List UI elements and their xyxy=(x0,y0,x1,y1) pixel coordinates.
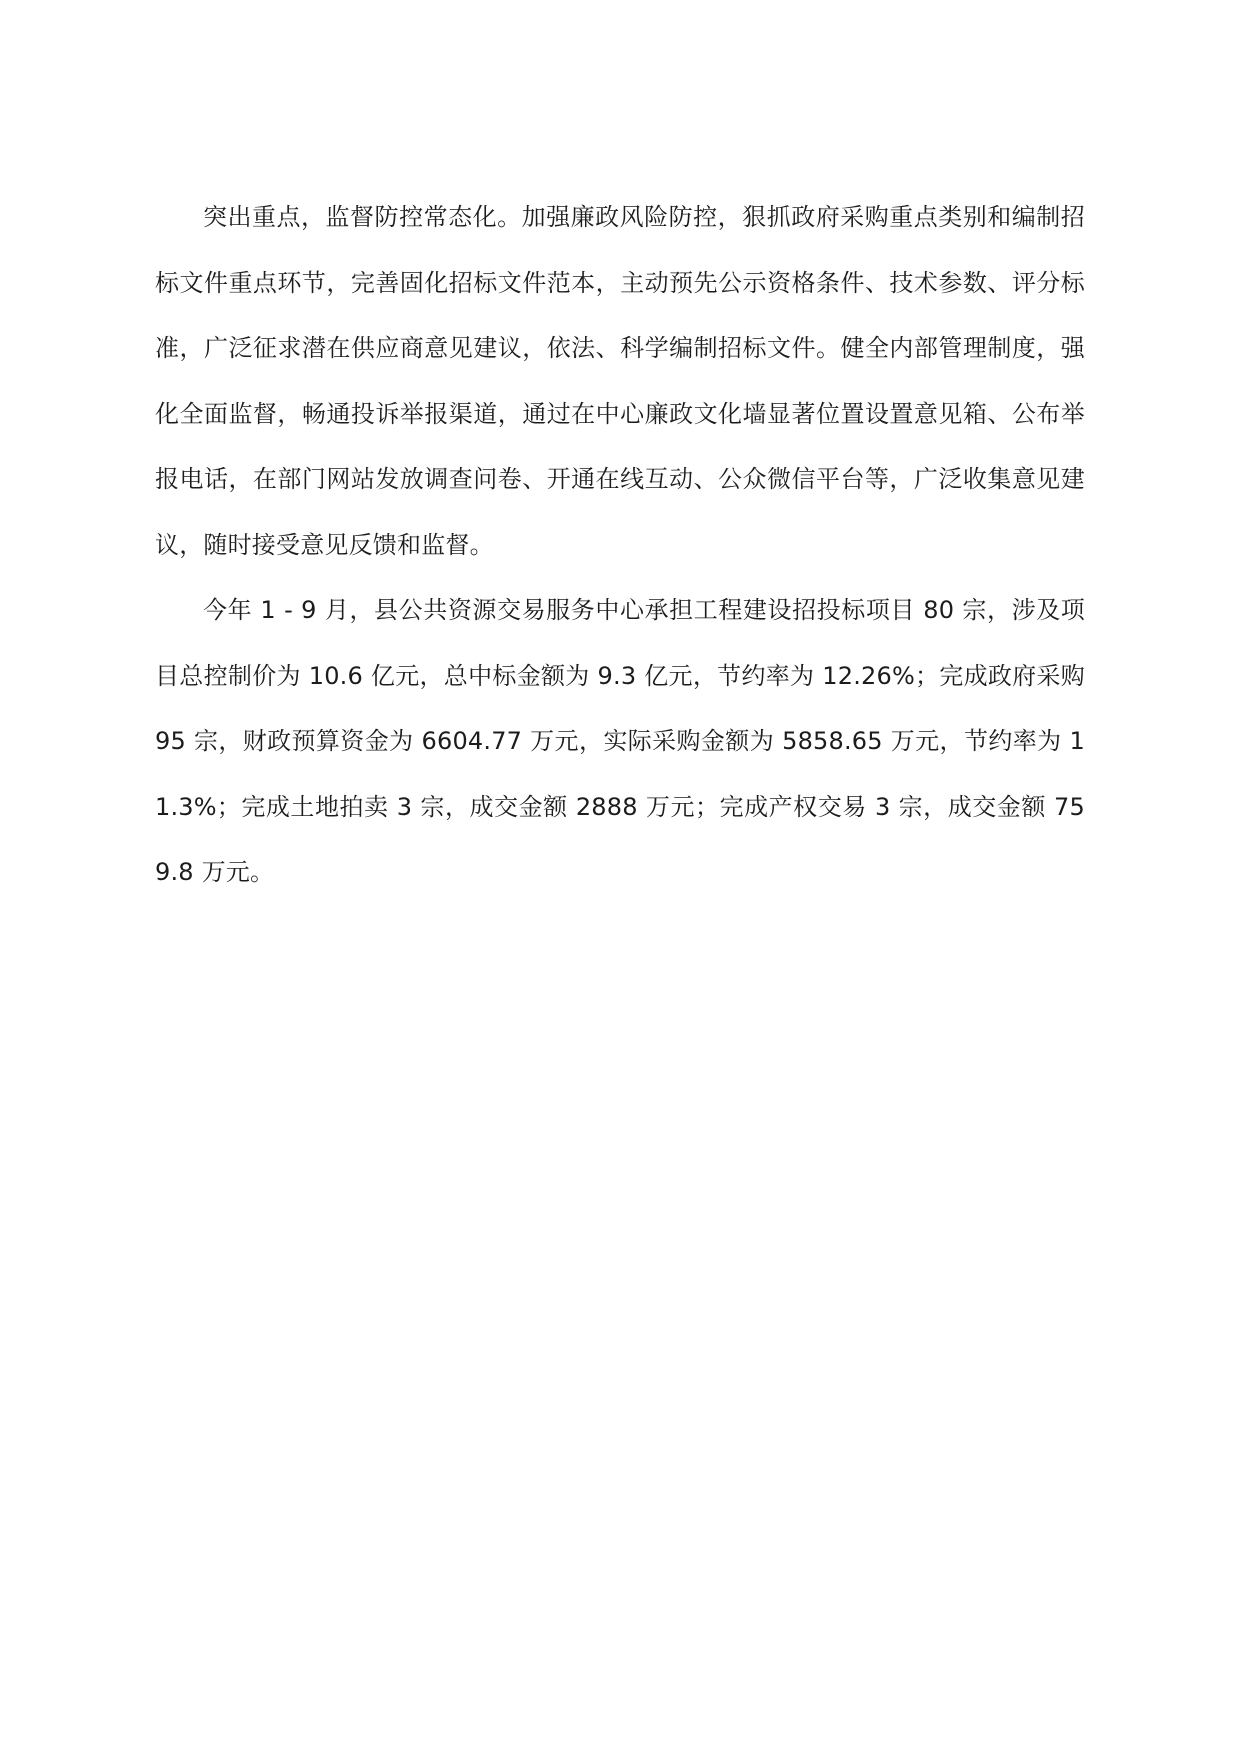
paragraph-supervision: 突出重点，监督防控常态化。加强廉政风险防控，狠抓政府采购重点类别和编制招标文件重点环节，完善固化招标文件范本，主动预先公示资格条件、技术参数、评分标准，广泛征求潜在供应商意见建议，依法、科学编制招标文件。健全内部管理制度，强化全面监督，畅通投诉举报渠道，通过在中心廉政文化墙显著位置设置意见箱、公布举报电话，在部门网站发放调查问卷、开通在线互动、公众微信平台等，广泛收集意见建议，随时接受意见反馈和监督。 xyxy=(155,203,1085,559)
paragraph-statistics: 今年 1 - 9 月，县公共资源交易服务中心承担工程建设招投标项目 80 宗，涉及项目总控制价为 10.6 亿元，总中标金额为 9.3 亿元，节约率为 12.26%；完成政府采购 95 宗，财政预算资金为 6604.77 万元，实际采购金额为 5858.65 万元，节约率为 11.3%；完成土地拍卖 3 宗，成交金额 2888 万元；完成产权交易 3 宗，成交金额 759.8 万元。 xyxy=(155,596,1085,886)
document-body xyxy=(155,185,1085,906)
